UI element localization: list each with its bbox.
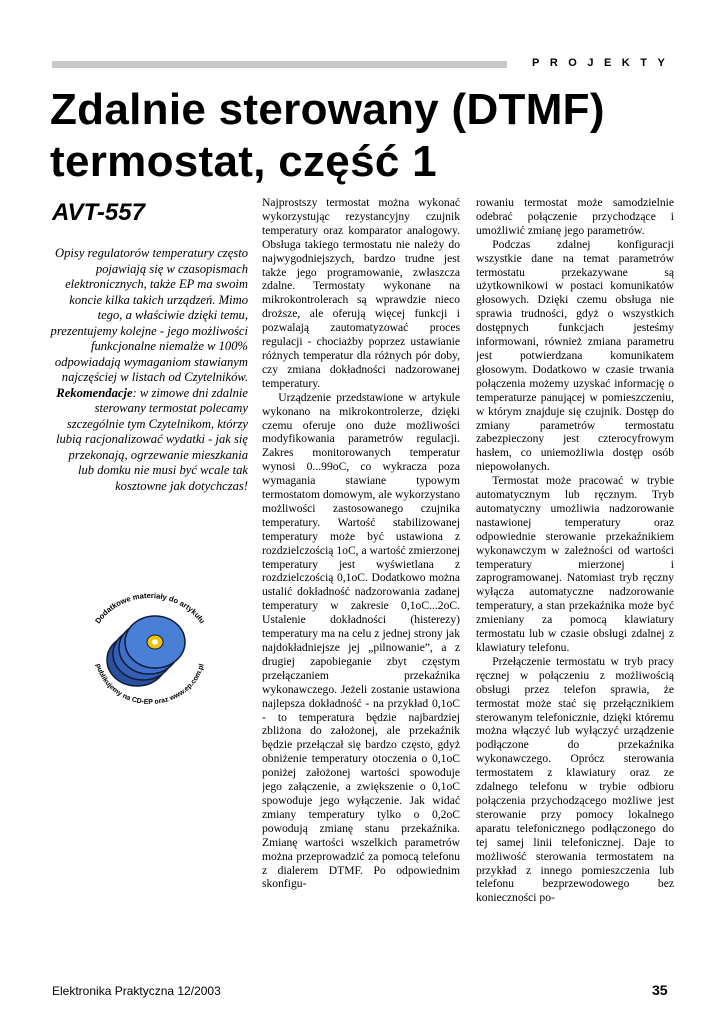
cd-ep-badge — [85, 588, 215, 708]
page-number: 35 — [652, 982, 668, 998]
badge-bottom-text: publikujemy na CD-EP oraz www.ep.com.pl — [94, 662, 206, 707]
publication-info: Elektronika Praktyczna 12/2003 — [52, 984, 221, 998]
article-lead — [50, 246, 248, 494]
paragraph: Najprostszy termostat można wykonać wykorzystując rezystancyjny czujnik temperatury oraz komparator analogowy. Obsługa takiego termostatu nie należy do najwygodniejszych, bardzo trudne jest także jego programowanie, zwłaszcza zdalne. Termostaty wykonane na mikrokontrolerach są wprawdzie nieco droższe, ale oferują więcej funkcji i pozwalają zautomatyzować proces regulacji - chociażby poprzez ustawianie różnych temperatur dla różnych pór doby, czy zmiana dokładności nadzorowanej temperatury. — [262, 196, 460, 390]
paragraph: rowaniu termostat może samodzielnie odebrać połączenie przychodzące i umożliwić zmianę jego parametrów. — [476, 196, 674, 237]
cd-stack-icon — [107, 616, 185, 686]
recommendation-text: : w zimowe dni zdalnie sterowany termostat polecamy szczególnie tym Czytelnikom, którzy lubią racjonalizować wydatki - jak się przekonają, ogrzewanie mieszkania lub domku nie musi być wcale tak kosztowne jak dotychczas! — [55, 385, 248, 493]
article-title: Zdalnie sterowany (DTMF) termostat, część 1 — [50, 85, 605, 186]
article-code: AVT-557 — [52, 199, 145, 226]
header-rule — [52, 61, 507, 68]
recommendation-label: Rekomendacje — [56, 385, 133, 400]
paragraph: Termostat może pracować w trybie automatycznym lub ręcznym. Tryb automatyczny umożliwia nadzorowanie nastawionej temperatury oraz odpowiednie sterowanie przekaźnikiem wykonawczym w zależności od wartości temperatury mierzonej i zaprogramowanej. Natomiast tryb ręczny wyłącza automatyczne nadzorowanie temperatury, a stan przekaźnika może być zmieniany za pomocą klawiatury termostatu lub w czasie obsługi zdalnej z klawiatury telefonu. — [476, 474, 674, 654]
paragraph: Urządzenie przedstawione w artykule wykonano na mikrokontrolerze, dzięki czemu oferuje ono duże możliwości modyfikowania parametrów regulacji. Zakres monitorowanych temperatur wynosi 0...99oC, co wykracza poza wymagania stawiane typowym termostatom domowym, ale wykorzystano możliwości zastosowanego czujnika temperatury. Wartość stabilizowanej temperatury może być ustawiona z rozdzielczością 1oC, a wartość zmierzonej temperatury jest wyświetlana z rozdzielczością 0,1oC. Dodatkowo można ustalić dokładność nadzorowania zadanej temperatury w zakresie 0,1oC...2oC. Ustalenie dokładności (histerezy) temperatury ma na celu z jednej strony jak najdokładniejsze jej „pilnowanie”, a z drugiej zapobieganie zbyt częstym przełączaniem przekaźnika wykonawczego. Jeżeli zostanie ustawiona najlepsza dokładność - na przykład 0,1oC - to temperatura będzie najbardziej zbliżona do założonej, ale przekaźnik będzie przełączał się bardzo często, gdyż obniżenie temperatury otoczenia o 0,1oC poniżej założonej wartości spowoduje jego załączenie, a zwiększenie o 0,1oC spowoduje jego wyłączenie. Jak widać zmiany temperatury tylko o 0,2oC powodują zmianę stanu przekaźnika. Zmianę wartości wszelkich parametrów można przeprowadzić za pomocą telefonu z dialerem DTMF. Po odpowiednim skonfigu- — [262, 390, 460, 891]
lead-text: Opisy regulatorów temperatury często pojawiają się w czasopismach elektronicznych, także EP ma swoim koncie kilka takich urządzeń. Mimo tego, a właściwie dzięki temu, prezentujemy kolejne - jego możliwości funkcjonalne niemalże w 100% odpowiadają wymaganiom stawianym najczęściej w listach od Czytelników. — [50, 246, 248, 384]
badge-top-text: Dodatkowe materiały do artykułu — [93, 590, 207, 626]
body-column-2 — [476, 196, 674, 948]
paragraph: Przełączenie termostatu w tryb pracy ręcznej w połączeniu z możliwością obsługi przez telefon sprawia, że termostat może stać się przełącznikiem sterowanym telefonicznie, dzięki któremu można włączyć lub wyłączyć urządzenie podłączone do przekaźnika wykonawczego. Oprócz sterowania termostatem z klawiatury oraz ze zdalnego telefonu w trybie odbioru połączenia przychodzącego możliwe jest sterowanie przy pomocy lokalnego aparatu telefonicznego podłączonego do tej samej linii telefonicznej. Daje to możliwość sterowania termostatem na przykład z innego pomieszczenia lub telefonu bezprzewodowego bez konieczności po- — [476, 654, 674, 905]
body-column-1 — [262, 196, 460, 948]
section-label: PROJEKTY — [532, 57, 676, 69]
paragraph: Podczas zdalnej konfiguracji wszystkie dane na temat parametrów termostatu przekazywane są użytkownikowi w postaci komunikatów głosowych. Dzięki czemu obsługa nie sprawia trudności, gdyż o wszystkich dostępnych funkcjach jesteśmy informowani, również zmiana parametru jest potwierdzana komunikatem głosowym. Dodatkowo w czasie trwania połączenia możemy uzyskać informację o temperaturze panującej w pomieszczeniu, w którym znajduje się czujnik. Dostęp do zmiany parametrów termostatu zabezpieczony jest czterocyfrowym hasłem, co uniemożliwia dostęp osób niepowołanych. — [476, 237, 674, 474]
